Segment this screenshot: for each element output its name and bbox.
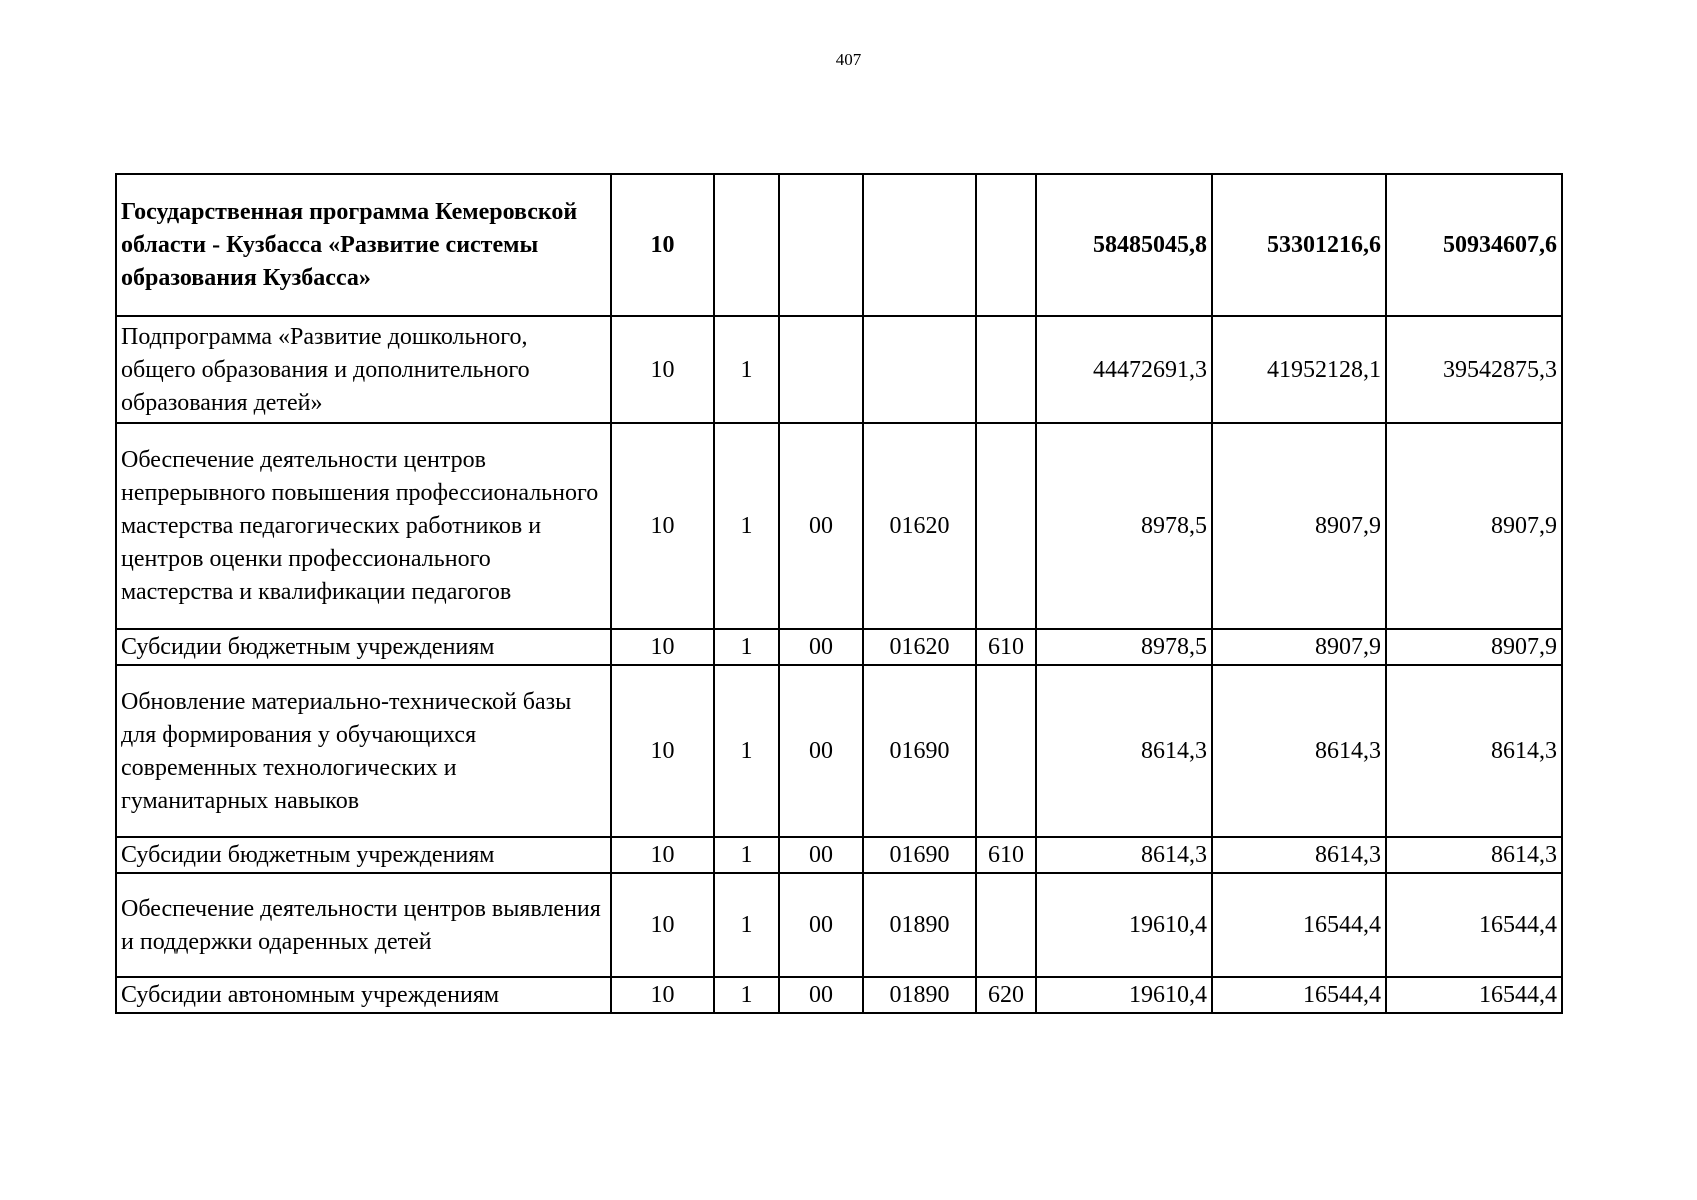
row-name: Субсидии автономным учреждениям bbox=[116, 977, 611, 1013]
cell-direction: 01890 bbox=[863, 977, 976, 1013]
cell-amount-3: 8614,3 bbox=[1386, 665, 1562, 837]
cell-amount-1: 8978,5 bbox=[1036, 629, 1212, 665]
table-row bbox=[116, 873, 1562, 977]
cell-direction: 01890 bbox=[863, 873, 976, 977]
cell-main-event bbox=[779, 316, 863, 423]
cell-subprogram: 1 bbox=[714, 837, 779, 873]
cell-section: 10 bbox=[611, 977, 714, 1013]
row-name: Обновление материально-технической базы для формирования у обучающихся современных технологических и гуманитарных навыков bbox=[116, 665, 611, 837]
cell-amount-1: 8978,5 bbox=[1036, 423, 1212, 629]
cell-expense-type: 610 bbox=[976, 837, 1036, 873]
cell-amount-3: 39542875,3 bbox=[1386, 316, 1562, 423]
cell-section: 10 bbox=[611, 316, 714, 423]
table-row bbox=[116, 629, 1562, 665]
cell-amount-3: 16544,4 bbox=[1386, 977, 1562, 1013]
cell-amount-2: 53301216,6 bbox=[1212, 174, 1386, 316]
cell-main-event: 00 bbox=[779, 665, 863, 837]
table-row bbox=[116, 665, 1562, 837]
cell-subprogram: 1 bbox=[714, 977, 779, 1013]
row-name: Субсидии бюджетным учреждениям bbox=[116, 629, 611, 665]
cell-direction: 01690 bbox=[863, 665, 976, 837]
cell-amount-1: 8614,3 bbox=[1036, 837, 1212, 873]
cell-expense-type: 620 bbox=[976, 977, 1036, 1013]
table-row bbox=[116, 837, 1562, 873]
cell-amount-3: 50934607,6 bbox=[1386, 174, 1562, 316]
cell-section: 10 bbox=[611, 423, 714, 629]
cell-main-event: 00 bbox=[779, 837, 863, 873]
cell-amount-1: 19610,4 bbox=[1036, 873, 1212, 977]
cell-main-event bbox=[779, 174, 863, 316]
cell-section: 10 bbox=[611, 873, 714, 977]
cell-expense-type: 610 bbox=[976, 629, 1036, 665]
table-row-subprogram bbox=[116, 316, 1562, 423]
cell-expense-type bbox=[976, 873, 1036, 977]
cell-main-event: 00 bbox=[779, 873, 863, 977]
budget-table bbox=[115, 173, 1563, 1014]
cell-amount-2: 16544,4 bbox=[1212, 977, 1386, 1013]
cell-amount-2: 8614,3 bbox=[1212, 665, 1386, 837]
cell-amount-2: 16544,4 bbox=[1212, 873, 1386, 977]
cell-amount-1: 19610,4 bbox=[1036, 977, 1212, 1013]
cell-amount-2: 8907,9 bbox=[1212, 423, 1386, 629]
table-row bbox=[116, 423, 1562, 629]
cell-expense-type bbox=[976, 423, 1036, 629]
cell-amount-1: 8614,3 bbox=[1036, 665, 1212, 837]
cell-expense-type bbox=[976, 174, 1036, 316]
page-number: 407 bbox=[835, 50, 862, 69]
cell-expense-type bbox=[976, 665, 1036, 837]
cell-section: 10 bbox=[611, 665, 714, 837]
row-name: Обеспечение деятельности центров непрерывного повышения профессионального мастерства педагогических работников и центров оценки профессионального мастерства и квалификации педагогов bbox=[116, 423, 611, 629]
cell-subprogram: 1 bbox=[714, 423, 779, 629]
cell-amount-2: 8614,3 bbox=[1212, 837, 1386, 873]
cell-direction: 01620 bbox=[863, 629, 976, 665]
cell-amount-3: 8907,9 bbox=[1386, 423, 1562, 629]
cell-subprogram bbox=[714, 174, 779, 316]
cell-main-event: 00 bbox=[779, 423, 863, 629]
row-name: Обеспечение деятельности центров выявления и поддержки одаренных детей bbox=[116, 873, 611, 977]
cell-amount-2: 41952128,1 bbox=[1212, 316, 1386, 423]
cell-section: 10 bbox=[611, 837, 714, 873]
cell-direction: 01690 bbox=[863, 837, 976, 873]
cell-section: 10 bbox=[611, 174, 714, 316]
cell-amount-2: 8907,9 bbox=[1212, 629, 1386, 665]
cell-subprogram: 1 bbox=[714, 316, 779, 423]
table-row bbox=[116, 977, 1562, 1013]
cell-expense-type bbox=[976, 316, 1036, 423]
cell-amount-3: 8907,9 bbox=[1386, 629, 1562, 665]
cell-main-event: 00 bbox=[779, 629, 863, 665]
cell-main-event: 00 bbox=[779, 977, 863, 1013]
cell-direction bbox=[863, 316, 976, 423]
cell-amount-3: 8614,3 bbox=[1386, 837, 1562, 873]
cell-subprogram: 1 bbox=[714, 665, 779, 837]
cell-amount-1: 44472691,3 bbox=[1036, 316, 1212, 423]
row-name: Субсидии бюджетным учреждениям bbox=[116, 837, 611, 873]
cell-direction bbox=[863, 174, 976, 316]
cell-section: 10 bbox=[611, 629, 714, 665]
cell-subprogram: 1 bbox=[714, 873, 779, 977]
cell-direction: 01620 bbox=[863, 423, 976, 629]
table-row-program bbox=[116, 174, 1562, 316]
cell-subprogram: 1 bbox=[714, 629, 779, 665]
cell-amount-3: 16544,4 bbox=[1386, 873, 1562, 977]
cell-amount-1: 58485045,8 bbox=[1036, 174, 1212, 316]
row-name: Подпрограмма «Развитие дошкольного, общего образования и дополнительного образования детей» bbox=[116, 316, 611, 423]
row-name: Государственная программа Кемеровской области - Кузбасса «Развитие системы образования Кузбасса» bbox=[116, 174, 611, 316]
